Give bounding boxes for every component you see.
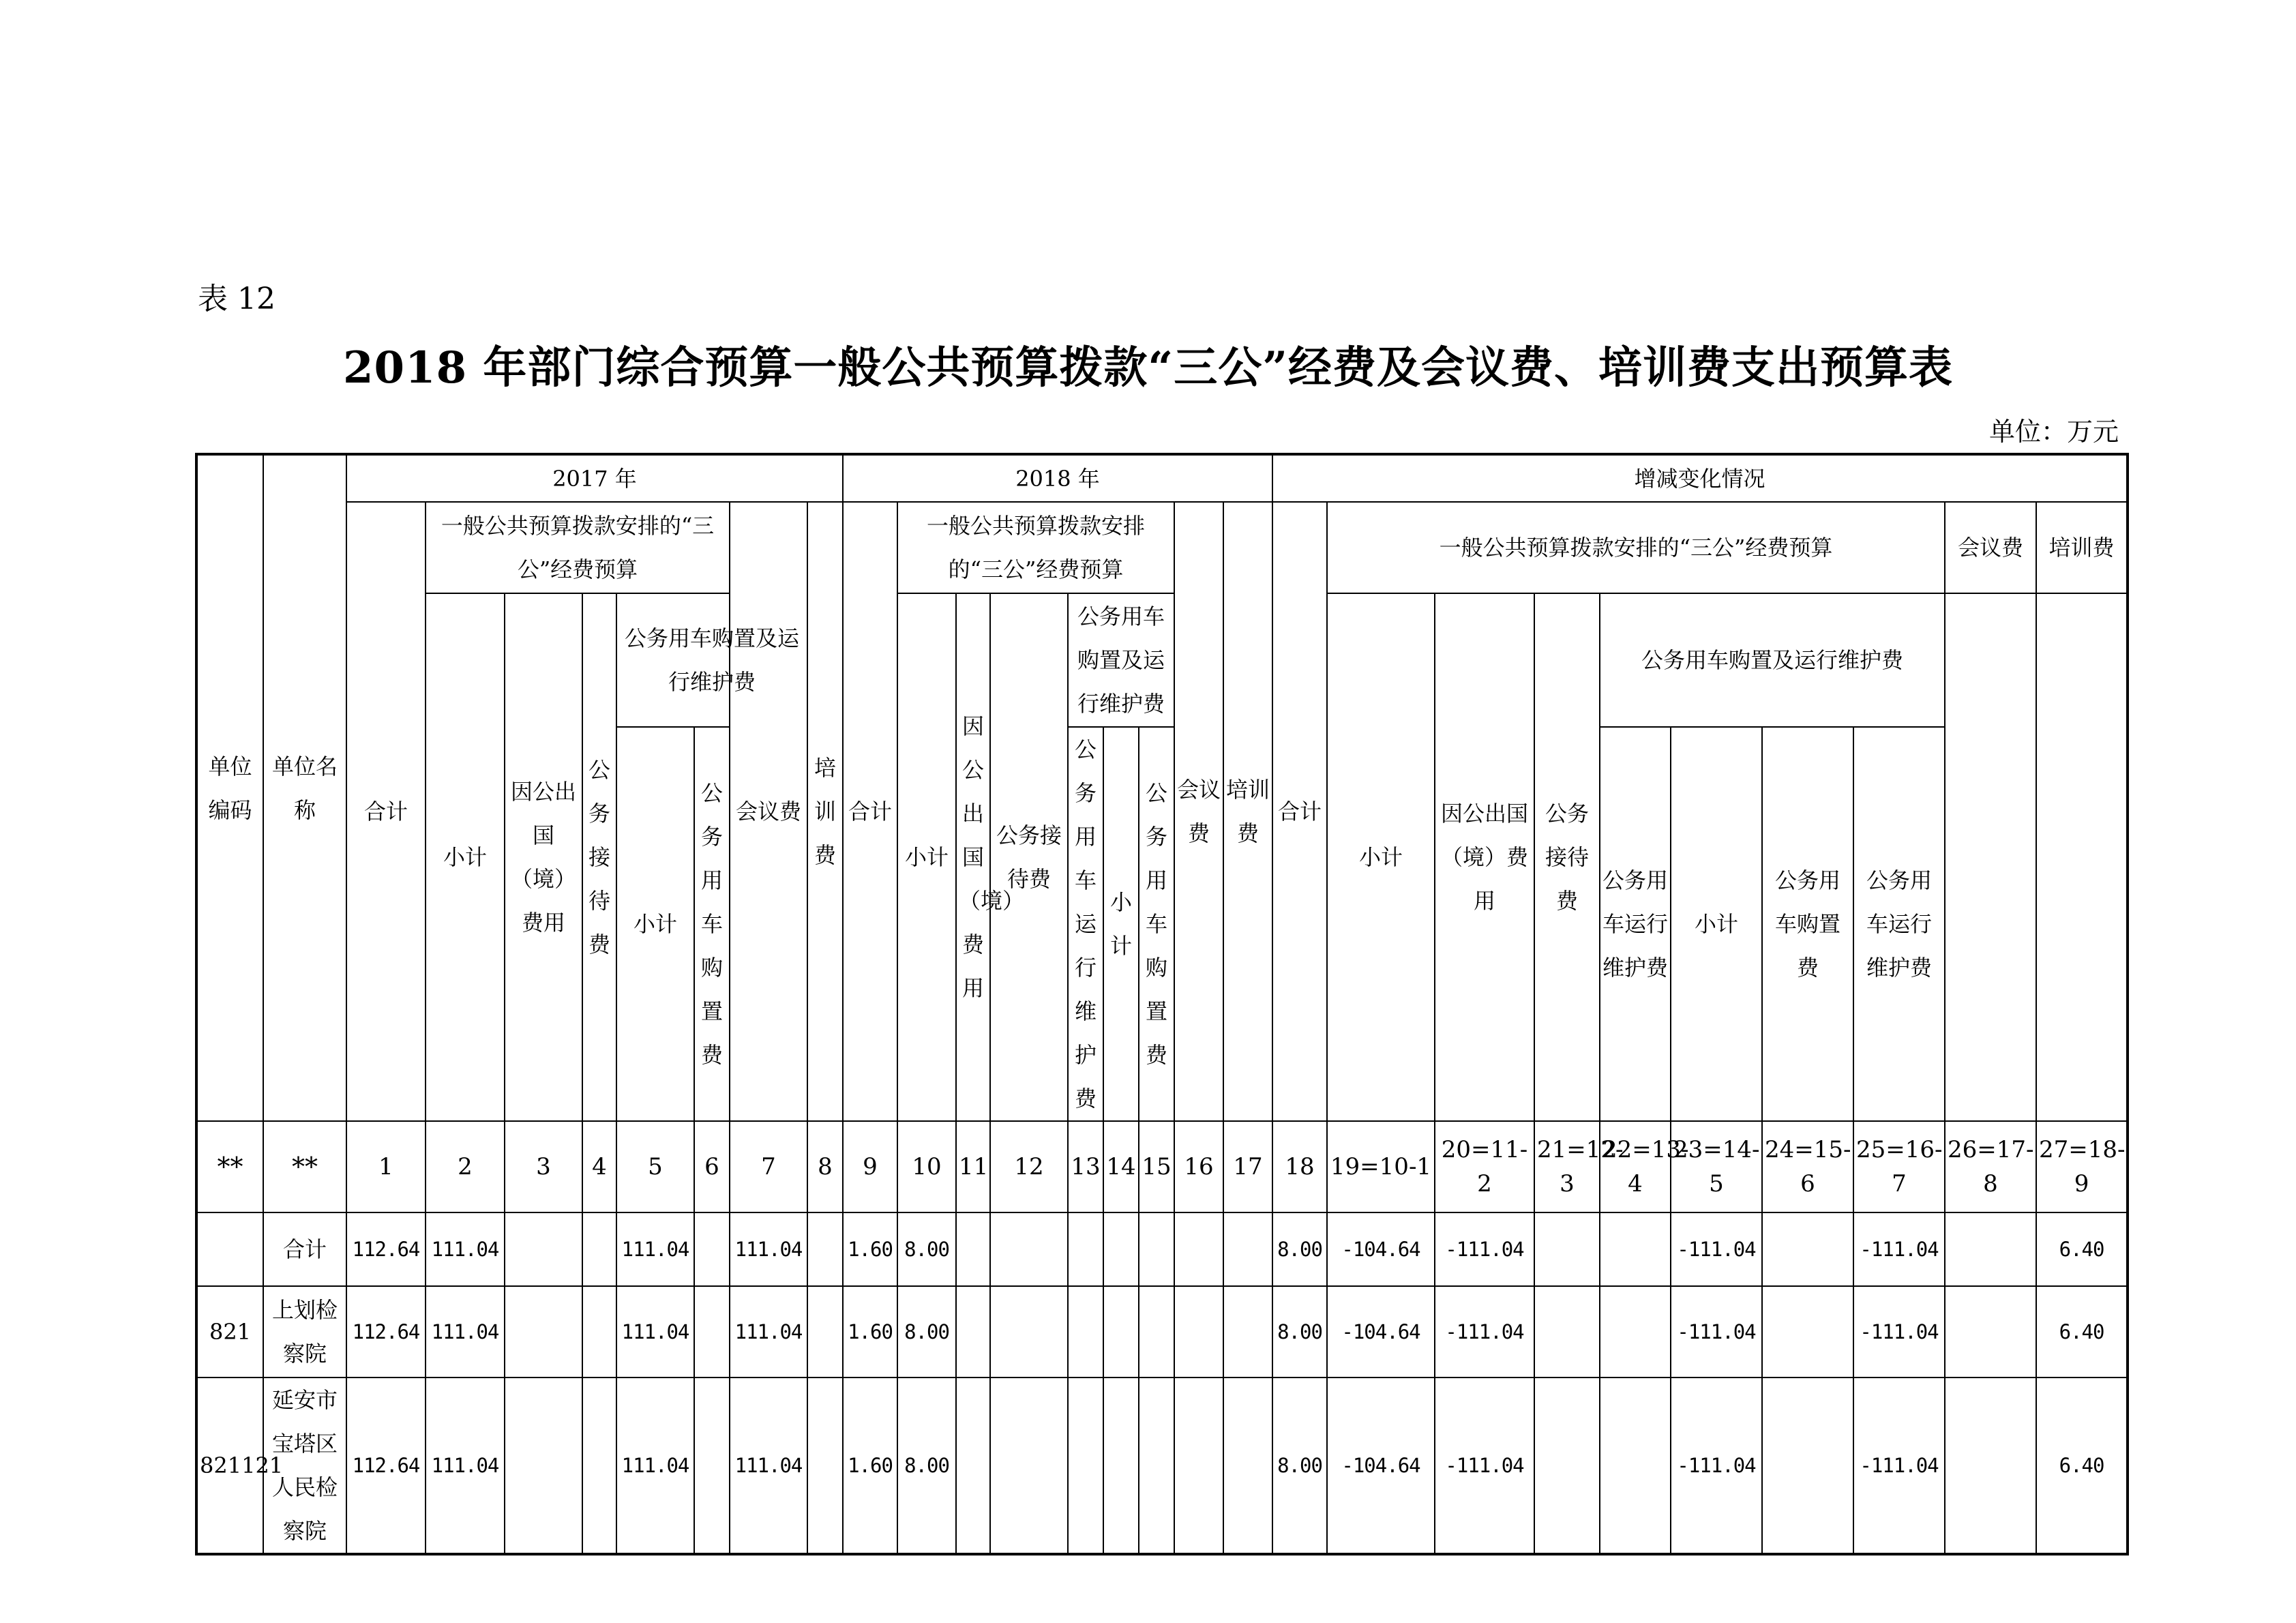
cell-c8	[807, 1212, 843, 1286]
table-row	[196, 1378, 2128, 1554]
header-2018-training: 培训费	[1223, 502, 1272, 1121]
header-2017-vehicle-operation: 公务用车运行维护费	[1068, 727, 1103, 1121]
cell-c2: 111.04	[426, 1212, 505, 1286]
index-cell: 24=15-6	[1762, 1121, 1853, 1212]
cell-c4	[582, 1212, 616, 1286]
cell-c27: 6.40	[2036, 1212, 2128, 1286]
cell-c16	[1174, 1212, 1223, 1286]
index-cell: **	[263, 1121, 346, 1212]
cell-c17	[1223, 1378, 1272, 1554]
cell-c7: 111.04	[730, 1378, 807, 1554]
header-unit-name: 单位名称	[263, 454, 346, 1121]
header-2017-vehicle-subtotal: 小计	[616, 727, 694, 1121]
cell-c15	[1139, 1212, 1174, 1286]
header-2017-reception: 公务接待费	[582, 593, 616, 1121]
index-cell: 20=11-2	[1435, 1121, 1534, 1212]
header-2018-vehicle-purchase: 公务用车购置费	[1139, 727, 1174, 1121]
header-change-meeting-blank	[1945, 593, 2036, 1121]
document-title: 2018 年部门综合预算一般公共预算拨款“三公”经费及会议费、培训费支出预算表	[342, 342, 1954, 393]
header-change-training-blank	[2036, 593, 2128, 1121]
index-cell: 15	[1139, 1121, 1174, 1212]
cell-c18: 8.00	[1272, 1212, 1327, 1286]
header-2018-vehicle: 公务用车购置及运行维护费	[1068, 593, 1174, 727]
cell-c3	[505, 1212, 582, 1286]
cell-c24	[1762, 1286, 1853, 1378]
cell-c2: 111.04	[426, 1286, 505, 1378]
cell-c16	[1174, 1286, 1223, 1378]
index-cell: 17	[1223, 1121, 1272, 1212]
header-2018-reception: 公务接待费	[990, 593, 1068, 1121]
cell-c25: -111.04	[1853, 1286, 1945, 1378]
header-2017-training: 培训费	[807, 502, 843, 1121]
header-change-abroad: 因公出国（境）费用	[1435, 593, 1534, 1121]
index-cell: 16	[1174, 1121, 1223, 1212]
cell-c16	[1174, 1378, 1223, 1554]
index-cell: 25=16-7	[1853, 1121, 1945, 1212]
header-2017-meeting: 会议费	[730, 502, 807, 1121]
header-change-reception: 公务接待费	[1534, 593, 1600, 1121]
cell-c15	[1139, 1286, 1174, 1378]
index-cell: 19=10-1	[1327, 1121, 1435, 1212]
cell-c3	[505, 1286, 582, 1378]
cell-c1: 112.64	[346, 1378, 426, 1554]
cell-c17	[1223, 1212, 1272, 1286]
index-cell: 9	[843, 1121, 897, 1212]
index-cell: 11	[956, 1121, 990, 1212]
table-label: 表 12	[198, 282, 275, 316]
index-cell: 5	[616, 1121, 694, 1212]
cell-c23: -111.04	[1671, 1286, 1762, 1378]
index-cell: 21=12-3	[1534, 1121, 1600, 1212]
cell-c22	[1600, 1378, 1671, 1554]
cell-c24	[1762, 1212, 1853, 1286]
index-cell: 8	[807, 1121, 843, 1212]
cell-c7: 111.04	[730, 1286, 807, 1378]
cell-c2: 111.04	[426, 1378, 505, 1554]
index-cell: 27=18-9	[2036, 1121, 2128, 1212]
cell-c15	[1139, 1378, 1174, 1554]
budget-table	[195, 453, 2129, 1555]
unit-code-cell: 821	[196, 1286, 263, 1378]
cell-c10: 8.00	[897, 1286, 956, 1378]
header-2017-abroad: 因公出国（境）费用	[505, 593, 582, 1121]
header-2018-sangong: 一般公共预算拨款安排的“三公”经费预算	[897, 502, 1174, 593]
index-cell: 26=17-8	[1945, 1121, 2036, 1212]
cell-c5: 111.04	[616, 1212, 694, 1286]
cell-c12	[990, 1286, 1068, 1378]
cell-c27: 6.40	[2036, 1286, 2128, 1378]
header-2017-total: 合计	[346, 502, 426, 1121]
cell-c5: 111.04	[616, 1286, 694, 1378]
index-cell: 14	[1103, 1121, 1139, 1212]
header-unit-code: 单位编码	[196, 454, 263, 1121]
index-cell: 7	[730, 1121, 807, 1212]
cell-c19: -104.64	[1327, 1286, 1435, 1378]
cell-c27: 6.40	[2036, 1378, 2128, 1554]
unit-code-cell: 821121	[196, 1378, 263, 1554]
index-cell: 12	[990, 1121, 1068, 1212]
cell-c6	[694, 1212, 730, 1286]
cell-c21	[1534, 1286, 1600, 1378]
cell-c24	[1762, 1378, 1853, 1554]
header-2017-sangong: 一般公共预算拨款安排的“三公”经费预算	[426, 502, 730, 593]
header-change-vehicle-operation: 公务用车运行维护费	[1853, 727, 1945, 1121]
header-change-sangong: 一般公共预算拨款安排的“三公”经费预算	[1327, 502, 1945, 593]
header-change-vehicle: 公务用车购置及运行维护费	[1600, 593, 1945, 727]
cell-c9: 1.60	[843, 1212, 897, 1286]
header-change-vehicle-purchase: 公务用车购置费	[1762, 727, 1853, 1121]
header-2018-vehicle-subtotal: 小计	[1103, 727, 1139, 1121]
header-change-vehicle-subtotal: 小计	[1671, 727, 1762, 1121]
cell-c26	[1945, 1212, 2036, 1286]
unit-name-cell: 合计	[263, 1212, 346, 1286]
cell-c3	[505, 1378, 582, 1554]
cell-c4	[582, 1378, 616, 1554]
cell-c13	[1068, 1212, 1103, 1286]
index-cell: 18	[1272, 1121, 1327, 1212]
table-row	[196, 1212, 2128, 1286]
cell-c14	[1103, 1286, 1139, 1378]
unit-name-cell: 上划检察院	[263, 1286, 346, 1378]
header-year-2018: 2018 年	[843, 454, 1272, 502]
header-2018-vehicle-operation: 公务用车运行维护费	[1600, 727, 1671, 1121]
cell-c23: -111.04	[1671, 1212, 1762, 1286]
cell-c10: 8.00	[897, 1212, 956, 1286]
cell-c12	[990, 1212, 1068, 1286]
index-cell: 10	[897, 1121, 956, 1212]
cell-c19: -104.64	[1327, 1378, 1435, 1554]
header-2017-vehicle: 公务用车购置及运行维护费	[616, 593, 807, 727]
index-cell: 6	[694, 1121, 730, 1212]
cell-c25: -111.04	[1853, 1378, 1945, 1554]
index-cell: 22=13-4	[1600, 1121, 1671, 1212]
cell-c18: 8.00	[1272, 1378, 1327, 1554]
header-change-meeting: 会议费	[1945, 502, 2036, 593]
index-cell: 13	[1068, 1121, 1103, 1212]
cell-c18: 8.00	[1272, 1286, 1327, 1378]
header-change-subtotal: 小计	[1327, 593, 1435, 1121]
cell-c26	[1945, 1286, 2036, 1378]
index-cell: 1	[346, 1121, 426, 1212]
header-2018-abroad: 因公出国（境）费用	[956, 593, 990, 1121]
cell-c8	[807, 1378, 843, 1554]
cell-c26	[1945, 1378, 2036, 1554]
index-cell: 4	[582, 1121, 616, 1212]
cell-c4	[582, 1286, 616, 1378]
cell-c14	[1103, 1212, 1139, 1286]
header-year-2017: 2017 年	[346, 454, 843, 502]
cell-c22	[1600, 1286, 1671, 1378]
cell-c11	[956, 1378, 990, 1554]
cell-c10: 8.00	[897, 1378, 956, 1554]
index-cell: 3	[505, 1121, 582, 1212]
cell-c6	[694, 1286, 730, 1378]
cell-c9: 1.60	[843, 1286, 897, 1378]
header-2018-subtotal: 小计	[897, 593, 956, 1121]
header-change-total: 合计	[1272, 502, 1327, 1121]
header-2018-total: 合计	[843, 502, 897, 1121]
cell-c1: 112.64	[346, 1212, 426, 1286]
header-2018-meeting: 会议费	[1174, 502, 1223, 1121]
cell-c25: -111.04	[1853, 1212, 1945, 1286]
cell-c20: -111.04	[1435, 1378, 1534, 1554]
header-2017-vehicle-purchase: 公务用车购置费	[694, 727, 730, 1121]
table-row	[196, 1286, 2128, 1378]
cell-c17	[1223, 1286, 1272, 1378]
cell-c11	[956, 1212, 990, 1286]
cell-c6	[694, 1378, 730, 1554]
index-cell: **	[196, 1121, 263, 1212]
cell-c12	[990, 1378, 1068, 1554]
cell-c7: 111.04	[730, 1212, 807, 1286]
unit-name-cell: 延安市宝塔区人民检察院	[263, 1378, 346, 1554]
unit-code-cell	[196, 1212, 263, 1286]
cell-c21	[1534, 1378, 1600, 1554]
cell-c8	[807, 1286, 843, 1378]
cell-c23: -111.04	[1671, 1378, 1762, 1554]
cell-c1: 112.64	[346, 1286, 426, 1378]
cell-c9: 1.60	[843, 1378, 897, 1554]
header-change-training: 培训费	[2036, 502, 2128, 593]
cell-c13	[1068, 1378, 1103, 1554]
cell-c14	[1103, 1378, 1139, 1554]
cell-c19: -104.64	[1327, 1212, 1435, 1286]
cell-c21	[1534, 1212, 1600, 1286]
cell-c13	[1068, 1286, 1103, 1378]
cell-c20: -111.04	[1435, 1212, 1534, 1286]
index-cell: 2	[426, 1121, 505, 1212]
cell-c11	[956, 1286, 990, 1378]
cell-c5: 111.04	[616, 1378, 694, 1554]
cell-c22	[1600, 1212, 1671, 1286]
header-2017-subtotal: 小计	[426, 593, 505, 1121]
cell-c20: -111.04	[1435, 1286, 1534, 1378]
unit-label: 单位：万元	[1988, 417, 2119, 447]
index-cell: 23=14-5	[1671, 1121, 1762, 1212]
header-change: 增减变化情况	[1272, 454, 2128, 502]
